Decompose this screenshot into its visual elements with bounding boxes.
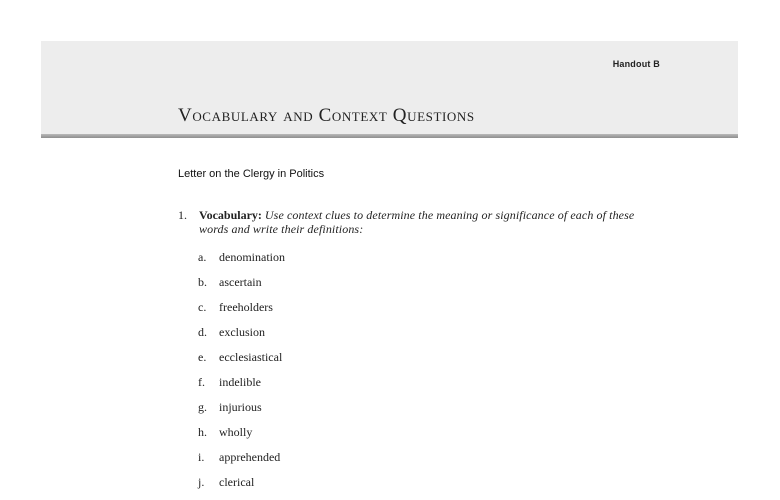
vocab-letter: c. — [198, 300, 207, 314]
vocab-letter: i. — [198, 450, 205, 464]
question-label: Vocabulary: — [199, 208, 262, 222]
vocab-word: freeholders — [219, 300, 273, 314]
vocab-item — [198, 324, 285, 349]
vocab-word: denomination — [219, 250, 285, 264]
vocab-letter: e. — [198, 350, 207, 364]
vocab-word: wholly — [219, 425, 253, 439]
question-instruction: Use context clues to determine the meaning or significance of each of these words and write their definitions: — [199, 208, 635, 236]
vocab-word: injurious — [219, 400, 262, 414]
vocab-item — [198, 474, 285, 499]
vocab-item — [198, 424, 285, 449]
question-body — [199, 208, 648, 236]
vocab-word: ecclesiastical — [219, 350, 283, 364]
handout-label: Handout B — [612, 59, 660, 69]
vocab-word: clerical — [219, 475, 255, 489]
header-rule — [41, 134, 738, 138]
vocab-letter: g. — [198, 400, 207, 414]
vocab-word: indelible — [219, 375, 261, 389]
vocab-item — [198, 349, 285, 374]
vocab-letter: j. — [198, 475, 205, 489]
vocab-letter: a. — [198, 250, 207, 264]
vocab-letter: f. — [198, 375, 205, 389]
vocab-item — [198, 399, 285, 424]
vocab-word: ascertain — [219, 275, 262, 289]
vocab-item — [198, 249, 285, 274]
vocab-word: exclusion — [219, 325, 265, 339]
vocab-letter: d. — [198, 325, 207, 339]
question-1 — [178, 208, 648, 236]
vocab-letter: h. — [198, 425, 207, 439]
vocab-list — [198, 249, 285, 499]
vocab-word: apprehended — [219, 450, 281, 464]
question-number: 1. — [178, 208, 187, 222]
vocab-item — [198, 374, 285, 399]
section-title: Letter on the Clergy in Politics — [178, 168, 325, 180]
vocab-item — [198, 274, 285, 299]
vocab-item — [198, 449, 285, 474]
page-title: Vocabulary and Context Questions — [178, 105, 475, 126]
vocab-letter: b. — [198, 275, 207, 289]
vocab-item — [198, 299, 285, 324]
